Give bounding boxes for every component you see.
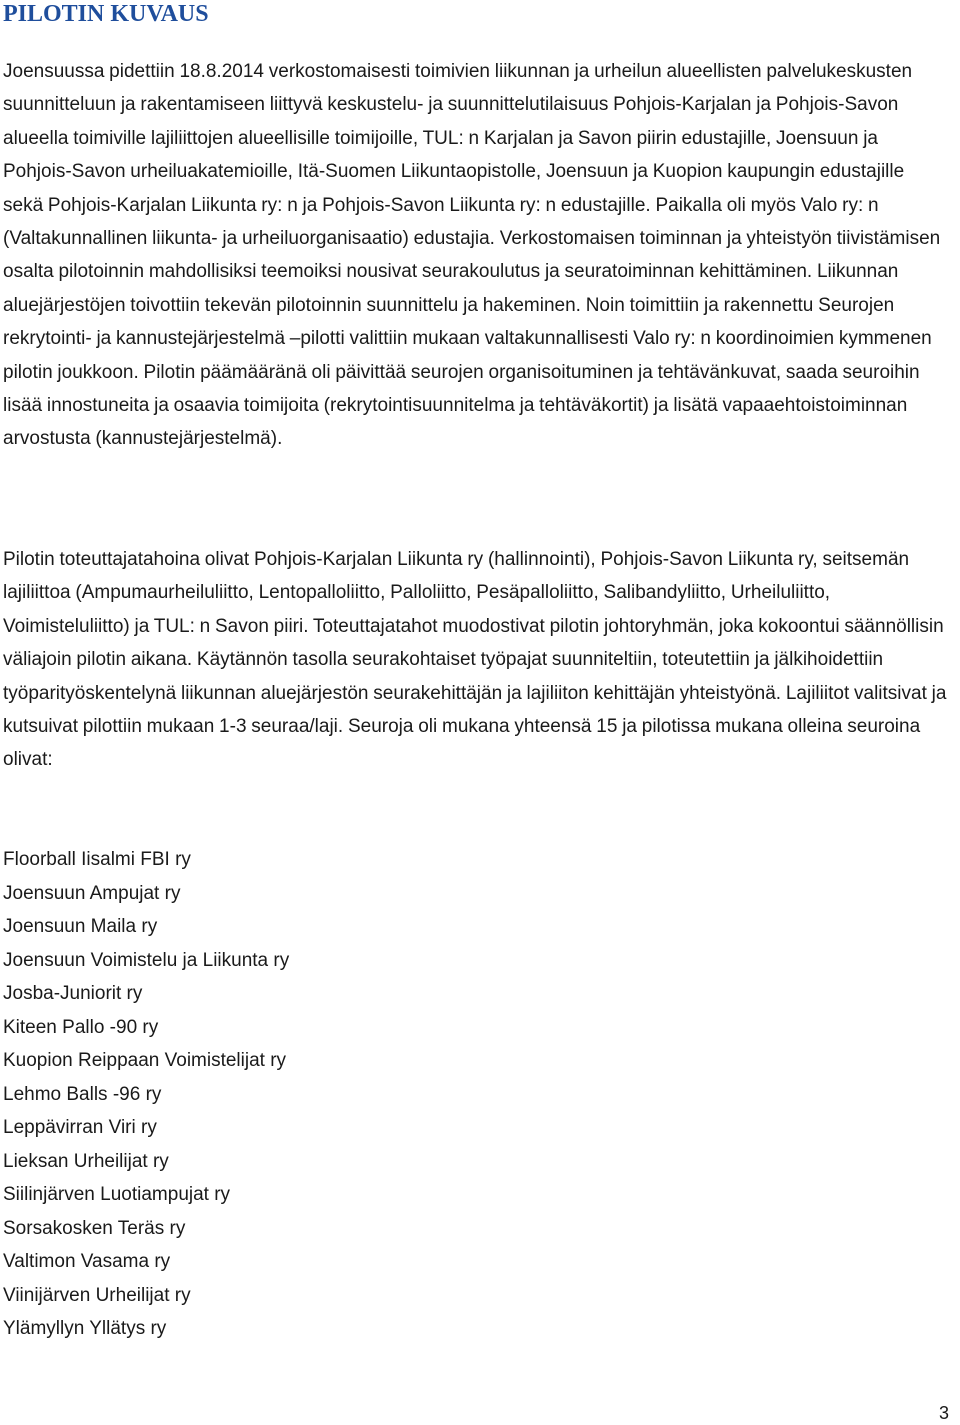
- list-item: Ylämyllyn Yllätys ry: [3, 1318, 167, 1339]
- list-item: Siilinjärven Luotiampujat ry: [3, 1184, 231, 1205]
- list-item: Leppävirran Viri ry: [3, 1117, 157, 1138]
- list-item: Joensuun Voimistelu ja Liikunta ry: [3, 949, 290, 971]
- list-item: Kiteen Pallo -90 ry: [3, 1016, 159, 1038]
- page-title: PILOTIN KUVAUS: [3, 1, 209, 27]
- club-list: [3, 843, 289, 1346]
- list-item: Floorball Iisalmi FBI ry: [3, 849, 191, 870]
- list-item: Lehmo Balls -96 ry: [3, 1083, 162, 1105]
- list-item: Sorsakosken Teräs ry: [3, 1217, 186, 1239]
- list-item: Valtimon Vasama ry: [3, 1251, 171, 1272]
- list-item: Viinijärven Urheilijat ry: [3, 1284, 191, 1306]
- list-item: Joensuun Ampujat ry: [3, 882, 181, 904]
- list-item: Kuopion Reippaan Voimistelijat ry: [3, 1050, 287, 1071]
- paragraph-intro: Joensuussa pidettiin 18.8.2014 verkostomaisesti toimivien liikunnan ja urheilun alueellisten palvelukeskusten suunnitteluun ja rakentamiseen liittyvä keskustelu- ja suunnittelutilaisuus Pohjois-Karjalan ja Pohjois-Savon alueella toimiville lajiliittojen alueellisille toimijoille, TUL: n Karjalan ja Savon piirin edustajille, Joensuun ja Pohjois-Savon urheiluakatemioille, Itä-Suomen Liikuntaopistolle, Joensuun ja Kuopion kaupungin edustajille sekä Pohjois-Karjalan Liikunta ry: n ja Pohjois-Savon Liikunta ry: n edustajille. Paikalla oli myös Valo ry: n (Valtakunnallinen liikunta- ja urheiluorganisaatio) edustajia. Verkostomaisen toiminnan ja yhteistyön tiivistämisen osalta pilotoinnin mahdollisiksi teemoiksi nousivat seurakoulutus ja seuratoiminnan kehittäminen. Liikunnan aluejärjestöjen toivottiin tekevän pilotoinnin suunnittelu ja hakeminen. Noin toimittiin ja rakennettu Seurojen rekrytointi- ja kannustejärjestelmä –pilotti valittiin mukaan valtakunnallisesti Valo ry: n koordinoimien kymmenen pilotin joukkoon. Pilotin päämääränä oli päivittää seurojen organisoituminen ja tehtävänkuvat, saada seuroihin lisää innostuneita ja osaavia toimijoita (rekrytointisuunnitelma ja tehtäväkortit) ja lisätä vapaaehtoistoiminnan arvostusta (kannustejärjestelmä).: [3, 61, 941, 450]
- list-item: Joensuun Maila ry: [3, 916, 158, 937]
- list-item: Josba-Juniorit ry: [3, 983, 143, 1004]
- list-item: Lieksan Urheilijat ry: [3, 1150, 169, 1172]
- paragraph-implementers: Pilotin toteuttajatahoina olivat Pohjois-Karjalan Liikunta ry (hallinnointi), Pohjois-Savon Liikunta ry, seitsemän lajiliittoa (Ampumaurheiluliitto, Lentopalloliitto, Palloliitto, Pesäpalloliitto, Salibandyliitto, Urheiluliitto, Voimisteluliitto) ja TUL: n Savon piiri. Toteuttajatahot muodostivat pilotin johtoryhmän, joka kokoontui säännöllisin väliajoin pilotin aikana. Käytännön tasolla seurakohtaiset työpajat suunniteltiin, toteutettiin ja jälkihoidettiin työparityöskentelynä liikunnan aluejärjestön seurakehittäjän ja lajiliiton kehittäjän yhteistyönä. Lajiliitot valitsivat ja kutsuivat pilottiin mukaan 1-3 seuraa/laji. Seuroja oli mukana yhteensä 15 ja pilotissa mukana olleina seuroina olivat:: [3, 549, 947, 771]
- page-number: 3: [938, 1403, 949, 1423]
